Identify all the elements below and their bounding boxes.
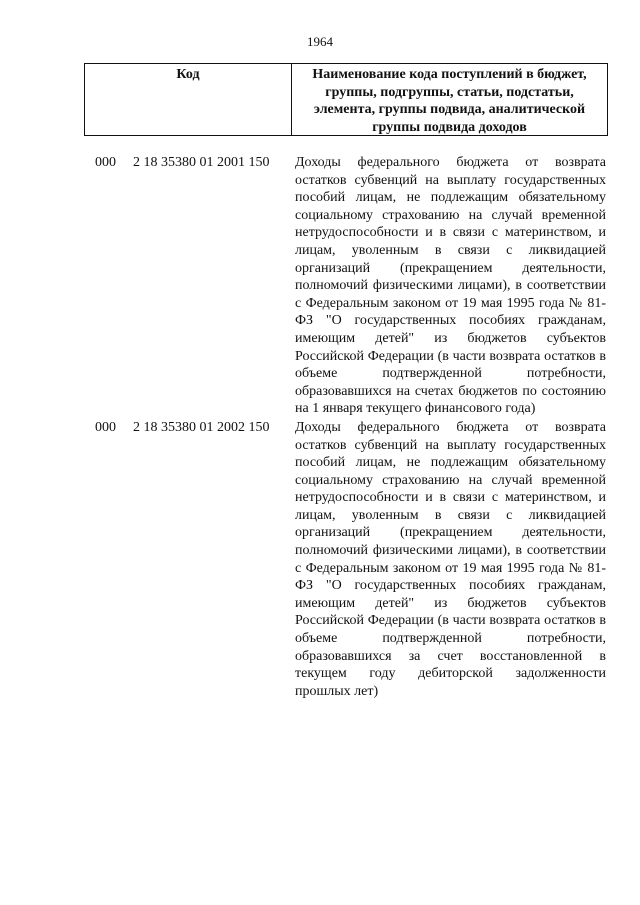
revenue-code: 2 18 35380 01 2002 150 bbox=[133, 419, 270, 435]
table-header bbox=[84, 63, 608, 136]
table-row bbox=[95, 419, 610, 701]
admin-code: 000 bbox=[95, 419, 116, 435]
header-name-label: Наименование кода поступлений в бюджет, группы, подгруппы, статьи, подстатьи, элемента, группы подвида, аналитической группы подвида доходов bbox=[312, 67, 587, 135]
admin-code: 000 bbox=[95, 155, 116, 170]
revenue-description: Доходы федерального бюджета от возврата остатков субвенций на выплату государственных пособий лицам, не подлежащим обязательному социальному страхованию на случай временной нетрудоспособности и в связи с материнством, и лицам, уволенным в связи с ликвидацией организаций (прекращением деятельности, полномочий физическими лицами), в соответствии с Федеральным законом от 19 мая 1995 года № 81-ФЗ "О государственных пособиях гражданам, имеющим детей" из бюджетов субъектов Российской Федерации (в части возврата остатков в объеме подтвержденной потребности, образовавшихся за счет восстановленной в текущем году дебиторской задолженности прошлых лет) bbox=[295, 419, 606, 699]
table-row bbox=[95, 154, 610, 418]
revenue-code: 2 18 35380 01 2001 150 bbox=[133, 155, 270, 170]
revenue-description: Доходы федерального бюджета от возврата остатков субвенций на выплату государственных пособий лицам, не подлежащим обязательному социальному страхованию на случай временной нетрудоспособности и в связи с материнством, и лицам, уволенным в связи с ликвидацией организаций (прекращением деятельности, полномочий физическими лицами), в соответствии с Федеральным законом от 19 мая 1995 года № 81-ФЗ "О государственных пособиях гражданам, имеющим детей" из бюджетов субъектов Российской Федерации (в части возврата остатков в объеме подтвержденной потребности, образовавшихся на счетах бюджетов по состоянию на 1 января текущего финансового года) bbox=[295, 155, 606, 417]
page-number: 1964 bbox=[307, 34, 333, 49]
header-code-label: Код bbox=[85, 64, 292, 135]
table-body bbox=[95, 154, 610, 701]
